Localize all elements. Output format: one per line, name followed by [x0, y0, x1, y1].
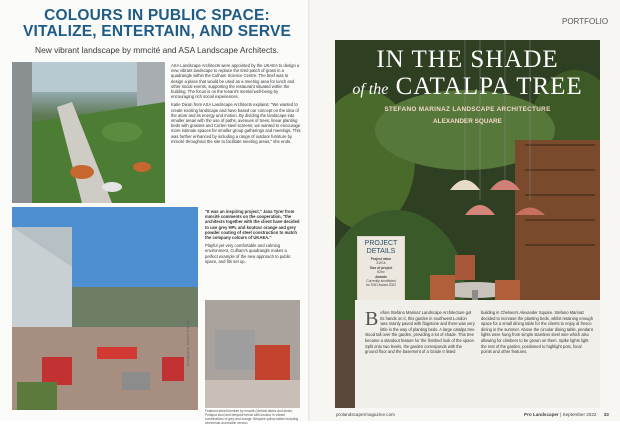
footer-brand: Pro Landscaper — [524, 412, 559, 417]
details-value: 82m² — [377, 270, 385, 274]
feature-location: ALEXANDER SQUARE — [433, 118, 502, 125]
feature-title-of: of the — [352, 81, 389, 98]
feature-title-line2-text: CATALPA TREE — [395, 73, 583, 100]
details-label: Project value — [370, 257, 392, 261]
article-title — [22, 8, 292, 40]
furniture-photo — [12, 207, 198, 410]
details-value: Currently shortlisted — [366, 279, 396, 283]
quadrangle-aerial-photo — [12, 62, 165, 203]
details-label: Awards — [375, 275, 387, 279]
feature-title-line1: IN THE SHADE — [376, 46, 559, 73]
article-para-1: ASA Landscape Architects were appointed by the UKAEA to design a new vibrant landscape to replace the tired patch of grass in a quadrangle within the Culham Science Centre. The brief was to design a place that would be used as a meeting area for lunch and other social events, supporting the restaurant situated within the building. The focus is on the tenant's mental well-being by encouraging rich social experiences. — [171, 63, 300, 100]
photo-caption: Featured street furniture by mmcité (Vertical tables and stools, Portiqoa stool and bespoke bench with koutour in vibrant combinations of grey and orange. Bespoke yellow tables including wheelchair-accessible version. — [205, 409, 299, 425]
photo-credit: photography: Dwayne Graham — [186, 319, 190, 366]
article-para-4: Playful yet very comfortable and calming environment, Culham's quadrangle makes a perfect example of the new approach to public space, and fits set up. — [205, 243, 291, 264]
feature-byline: STEFANO MARINAZ LANDSCAPE ARCHITECTURE — [384, 106, 551, 113]
footer-page-info: Pro Landscaper | September 2022 33 — [524, 412, 609, 417]
feature-body-col1 — [365, 310, 475, 355]
stool-detail-photo — [205, 300, 300, 408]
details-heading-2: DETAILS — [366, 247, 396, 255]
details-label: Size of project — [369, 266, 393, 270]
article-body-col1 — [171, 63, 301, 144]
article-para-2: Katie Dixon from ASA Landscape Architects explains: "We wanted to create exciting landscape and have based our concept on the idea of the atom and its energy and motion. By dividing the landscape into smaller areas with the use of paths, avenues of trees, linear planting beds with grasses and Corten steel screens, we wanted to encourage more intimate spaces for smaller group gatherings and meetings. This was further enhanced by including a range of outdoor furniture by mmcité throughout the site to facilitate meeting areas," she ends. — [171, 102, 301, 144]
article-body-col2 — [205, 209, 300, 264]
details-value: for SGD Award 2022 — [365, 283, 397, 287]
details-heading-1: PROJECT — [364, 240, 398, 247]
project-details-heading — [358, 240, 404, 255]
article-title-line1: COLOURS IN PUBLIC SPACE: — [44, 7, 270, 24]
footer-page-number: 33 — [603, 412, 609, 417]
project-details-box — [357, 236, 405, 302]
feature-title-line2 — [335, 73, 600, 101]
article-title-line2: VITALIZE, ENTERTAIN, AND SERVE — [22, 23, 292, 40]
feature-body-col2: building in Chelsea's Alexander Square. Stefano Marinaz decided to increase the planting beds, whilst retaining enough space for a small dining table for the clients to enjoy al fresco dining in the summer. Above the circular dining table, pendant lights were hung from simple stainless steel wire which also allowing for climbers to be grown on them. Spike lights light the rest of the garden, positioned to highlight pots, focal points and other features. — [481, 310, 593, 355]
drop-cap: B — [365, 308, 379, 330]
article-subtitle: New vibrant landscape by mmcité and ASA Landscape Architects. — [35, 45, 279, 55]
article-para-3: "It was an inspiring project," Jana Tyrer from mmcité comments on the cooperation, "the architects together with the client have decided to use grey HPL and koutour orange and grey powder coating of steel construction to match the company colours of UKAEA." — [205, 209, 300, 241]
details-value: £101k — [376, 261, 386, 265]
footer-date: September 2022 — [562, 412, 597, 417]
feature-col1-text: efore Stefano Marinaz Landscape Architecture got its hands on it, this garden in southwest London was mainly paved with flagstone and there was very little in the way of planting beds. A large catalpa tree stood tall over the garden, providing a lot of shade. This tree became a standout feature for the finished look of the space. Split onto two levels, the garden corresponds with the ground floor and the basement of a Grade II listed — [365, 310, 475, 355]
footer-website: prolandscapermagazine.com — [336, 412, 395, 417]
section-label: PORTFOLIO — [562, 17, 609, 26]
